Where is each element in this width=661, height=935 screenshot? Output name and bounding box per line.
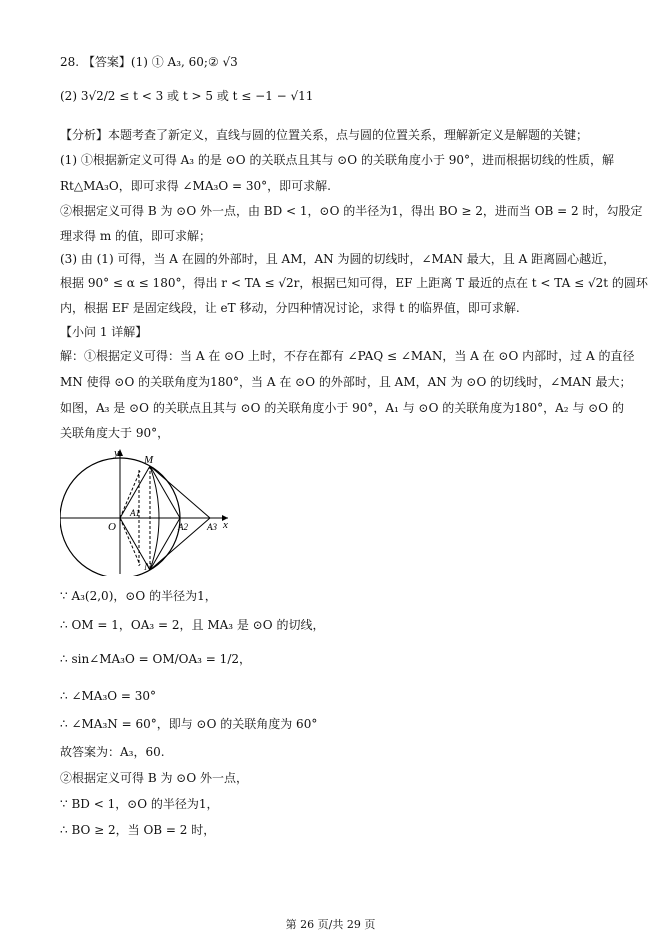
analysis-part3-line1: (3) 由 (1) 可得，当 A 在圆的外部时，且 AM，AN 为圆的切线时，∠MAN 最大，且 A 距离圆心越近，	[60, 252, 616, 266]
analysis-part1-line1: (1) ①根据新定义可得 A₃ 的是 ⊙O 的关联点且其与 ⊙O 的关联角度小于 90°，进而根据切线的性质，解	[60, 153, 615, 167]
geometry-figure	[60, 446, 240, 576]
solution-line4: 关联角度大于 90°，	[60, 426, 170, 440]
label-a3: A3	[207, 522, 217, 532]
label-n: N	[144, 561, 152, 573]
analysis-part1-line2: Rt△MA₃O，即可求得 ∠MA₃O = 30°，即可求解.	[60, 179, 331, 193]
part2-line1: ②根据定义可得 B 为 ⊙O 外一点，	[60, 771, 248, 785]
solution-line3: 如图，A₃ 是 ⊙O 的关联点且其与 ⊙O 的关联角度小于 90°，A₁ 与 ⊙O 的关联角度为180°，A₂ 与 ⊙O 的	[60, 401, 624, 415]
proof-line2: ∴ OM = 1，OA₃ = 2，且 MA₃ 是 ⊙O 的切线，	[60, 618, 325, 632]
label-y: y	[114, 447, 119, 459]
analysis-part2-line2: 理求得 m 的值，即可求解；	[60, 229, 212, 243]
proof-line3: ∴ sin∠MA₃O = OM/OA₃ = 1/2，	[60, 652, 251, 666]
analysis-part2-line1: ②根据定义可得 B 为 ⊙O 外一点，由 BD < 1，⊙O 的半径为1，得出 BO ≥ 2，进而当 OB = 2 时，勾股定	[60, 204, 643, 218]
proof-line4: ∴ ∠MA₃O = 30°	[60, 689, 157, 703]
label-m: M	[144, 454, 154, 466]
solution-line1: 解：①根据定义可得：当 A 在 ⊙O 上时，不存在都有 ∠PAQ ≤ ∠MAN，当 A 在 ⊙O 内部时，过 A 的直径	[60, 349, 635, 363]
analysis-part3-line2: 根据 90° ≤ α ≤ 180°，得出 r < TA ≤ √2r，根据已知可得，EF 上距离 T 最近的点在 t < TA ≤ √2t 的圆环	[60, 276, 648, 290]
line-na2	[150, 518, 180, 570]
label-a1: A1	[130, 508, 140, 518]
analysis-part3-line3: 内，根据 EF 是固定线段，让 eT 移动，分四种情况讨论，求得 t 的临界值，即可求解.	[60, 301, 520, 315]
page-footer: 第 26 页/共 29 页	[285, 918, 376, 931]
analysis-line: 【分析】本题考查了新定义，直线与圆的位置关系，点与圆的位置关系，理解新定义是解题的关键；	[60, 128, 589, 142]
solution-line2: MN 使得 ⊙O 的关联角度为180°，当 A 在 ⊙O 的外部时，且 AM，AN 为 ⊙O 的切线时，∠MAN 最大；	[60, 375, 632, 389]
label-x: x	[223, 519, 228, 531]
label-a2: A2	[178, 522, 188, 532]
dashed-oa1-lower	[120, 518, 140, 565]
line-ma2	[150, 466, 180, 518]
label-o: O	[108, 521, 116, 533]
answer-line-2: (2) 3√2/2 ≤ t < 3 或 t > 5 或 t ≤ −1 − √11	[60, 89, 314, 103]
answer-line-1: 28. 【答案】(1) ① A₃, 60;② √3	[60, 55, 238, 69]
proof-line5: ∴ ∠MA₃N = 60°，即与 ⊙O 的关联角度为 60°	[60, 717, 318, 731]
part2-line3: ∴ BO ≥ 2，当 OB = 2 时，	[60, 823, 216, 837]
proof-line1: ∵ A₃(2,0)，⊙O 的半径为1，	[60, 589, 217, 603]
answer-summary: 故答案为：A₃，60.	[60, 745, 165, 759]
part2-line2: ∵ BD < 1，⊙O 的半径为1，	[60, 797, 219, 811]
subquestion-heading: 【小问 1 详解】	[60, 325, 148, 339]
